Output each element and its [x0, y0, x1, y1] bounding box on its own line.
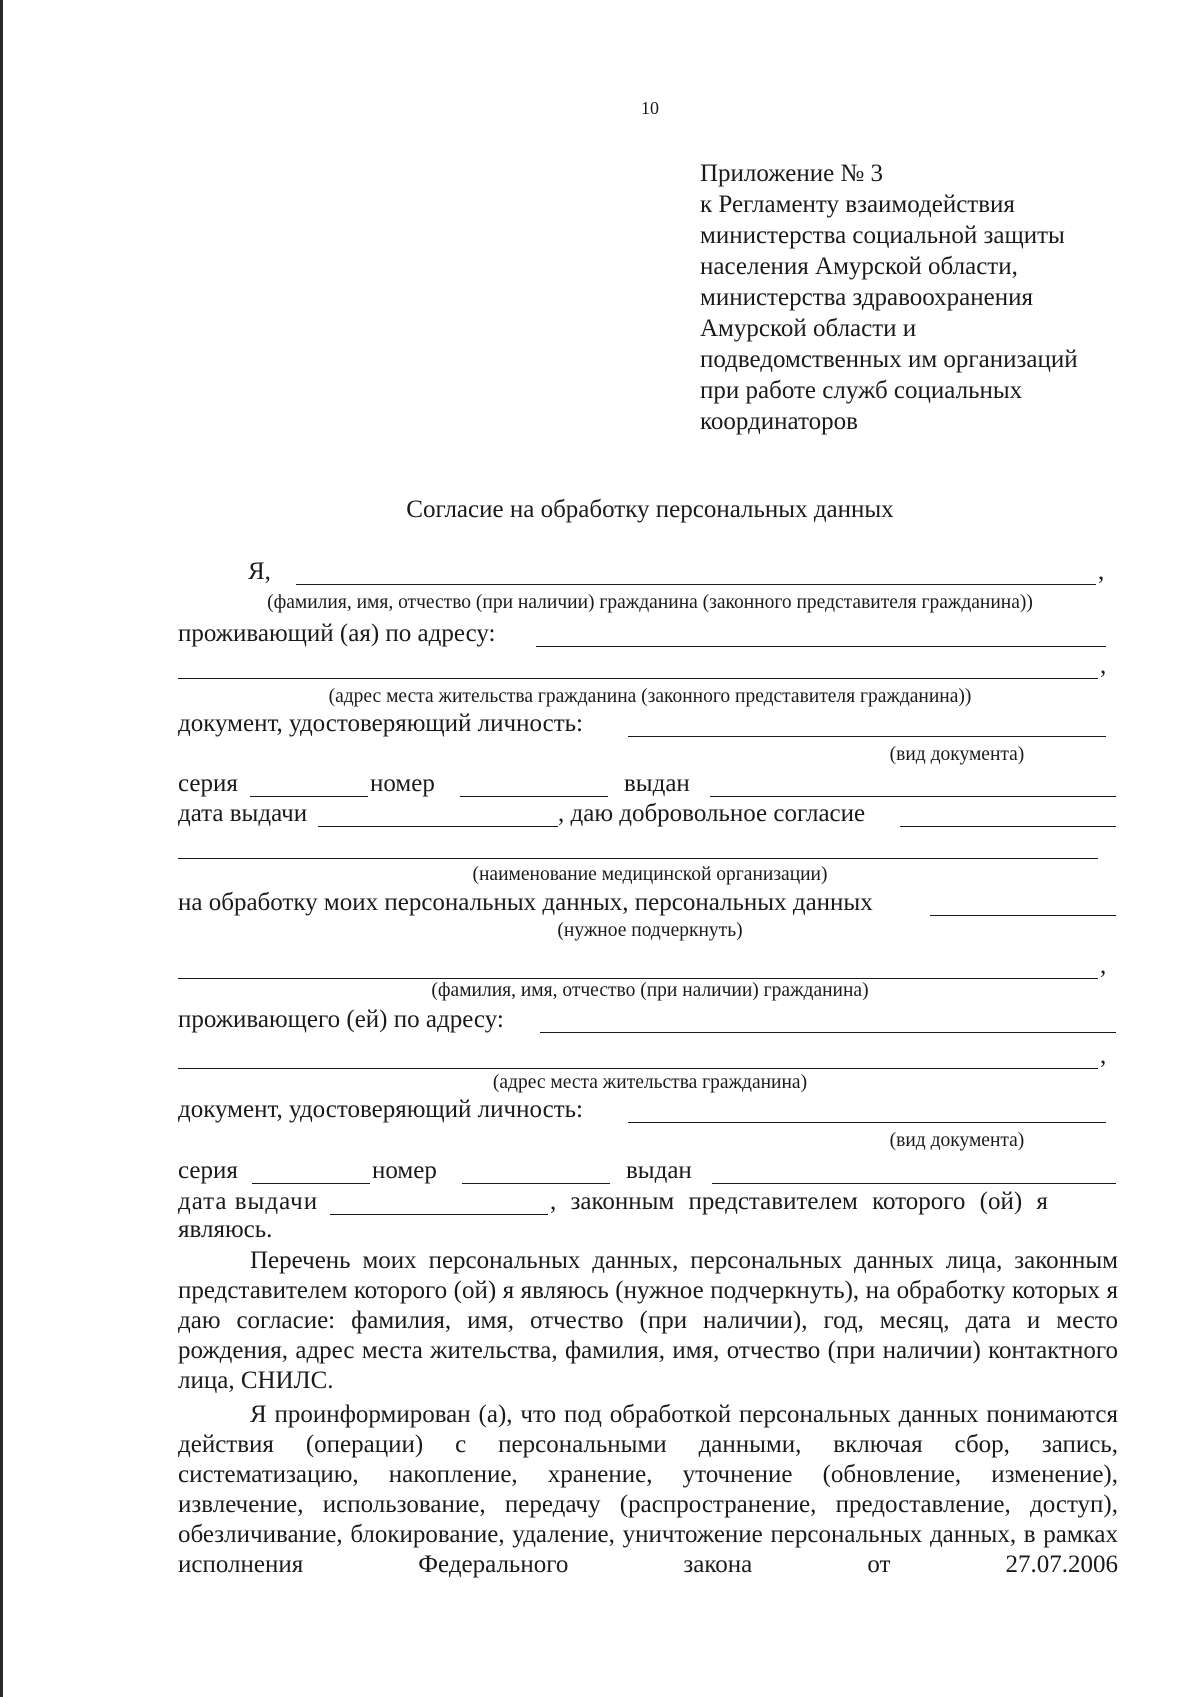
citizen-issued-field[interactable]	[712, 1183, 1116, 1184]
caption-address-citizen: (адрес места жительства гражданина)	[492, 1072, 808, 1093]
number-label: номер	[372, 1157, 437, 1184]
citizen-address-field[interactable]	[540, 1032, 1116, 1033]
issued-label: выдан	[624, 770, 690, 797]
representative-label: , законным представителем которого (ой) я	[550, 1188, 1048, 1215]
row-applicant-address-2	[178, 650, 1118, 682]
row-citizen-address-2	[178, 1040, 1118, 1072]
paragraph-text: Перечень моих персональных данных, персональных данных лица, законным представителем которого (ой) я являюсь (нужное подчеркнуть), на обработку которых я даю согласие: фамилия, имя, отчество (при наличии), год, месяц, дата и место рождения, адрес места жительства, фамилия, имя, отчество (при наличии) контактного лица, СНИЛС.	[178, 1247, 1118, 1394]
appendix-line: министерства здравоохранения	[700, 284, 1033, 311]
applicant-series-field[interactable]	[250, 796, 368, 797]
row-applicant-series	[178, 768, 1118, 800]
caption-fio-citizen: (фамилия, имя, отчество (при наличии) гражданина)	[431, 980, 869, 1001]
caption-doc-type: (вид документа)	[889, 744, 1025, 765]
number-label: номер	[370, 770, 435, 797]
applicant-address-field[interactable]	[536, 646, 1106, 647]
issue-date-label: дата выдачи	[178, 800, 308, 827]
processing-label: на обработку моих персональных данных, персональных данных	[178, 889, 873, 916]
appendix-line: при работе служб социальных	[700, 377, 1023, 404]
id-doc-label: документ, удостоверяющий личность:	[178, 710, 583, 737]
living-label-2: проживающего (ей) по адресу:	[178, 1006, 504, 1033]
appendix-line: населения Амурской области,	[700, 253, 1018, 280]
caption-fio-applicant: (фамилия, имя, отчество (при наличии) гражданина (законного представителя гражданина))	[267, 592, 1033, 613]
living-label: проживающий (ая) по адресу:	[178, 620, 496, 647]
paragraph-processing-info	[178, 1400, 1118, 1580]
comma: ,	[1100, 652, 1107, 679]
issued-label: выдан	[626, 1157, 692, 1184]
id-doc-label: документ, удостоверяющий личность:	[178, 1096, 583, 1123]
consent-label: , даю добровольное согласие	[558, 800, 866, 827]
appendix-line: подведомственных им организаций	[700, 346, 1078, 373]
row-processing	[178, 887, 1118, 919]
row-am	[178, 1214, 1118, 1246]
row-med-org-2	[178, 830, 1118, 862]
row-citizen-series	[178, 1155, 1118, 1187]
series-label: серия	[178, 1157, 238, 1184]
row-citizen-address	[178, 1004, 1118, 1036]
row-applicant-name	[178, 556, 1118, 588]
issue-date-label: дата выдачи	[178, 1188, 319, 1215]
applicant-address-field-2[interactable]	[178, 678, 1098, 679]
applicant-doc-type-field[interactable]	[628, 736, 1106, 737]
caption-doc-type: (вид документа)	[889, 1130, 1025, 1151]
comma: ,	[1100, 1042, 1107, 1069]
citizen-doc-type-field[interactable]	[628, 1122, 1106, 1123]
citizen-number-field[interactable]	[462, 1183, 610, 1184]
citizen-series-field[interactable]	[252, 1183, 370, 1184]
caption-address-applicant: (адрес места жительства гражданина (законного представителя гражданина))	[328, 686, 972, 707]
citizen-address-field-2[interactable]	[178, 1068, 1098, 1069]
ya-label: Я,	[248, 558, 271, 585]
row-citizen-name	[178, 950, 1118, 982]
applicant-issue-date-field[interactable]	[318, 826, 558, 827]
appendix-line: Приложение № 3	[700, 160, 884, 187]
appendix-block	[700, 158, 1078, 437]
processing-choice-field[interactable]	[930, 915, 1116, 916]
appendix-line: к Регламенту взаимодействия	[700, 191, 1015, 218]
appendix-line: министерства социальной защиты	[700, 222, 1065, 249]
med-org-field[interactable]	[900, 826, 1116, 827]
comma: ,	[1100, 952, 1107, 979]
citizen-name-field[interactable]	[178, 978, 1098, 979]
caption-med-org: (наименование медицинской организации)	[472, 864, 828, 885]
scan-edge	[0, 0, 3, 1697]
comma: ,	[1098, 558, 1105, 585]
am-label: являюсь.	[178, 1216, 273, 1243]
med-org-field-2[interactable]	[178, 858, 1098, 859]
series-label: серия	[178, 770, 238, 797]
row-applicant-address	[178, 618, 1118, 650]
applicant-issued-field[interactable]	[710, 796, 1116, 797]
row-citizen-doc	[178, 1094, 1118, 1126]
applicant-number-field[interactable]	[460, 796, 608, 797]
row-applicant-doc	[178, 708, 1118, 740]
applicant-name-field[interactable]	[296, 584, 1096, 585]
caption-underline: (нужное подчеркнуть)	[557, 920, 743, 941]
paragraph-text: Я проинформирован (а), что под обработкой персональных данных понимаются действия (операции) с персональными данными, включая сбор, запись, систематизацию, накопление, хранение, уточнение (обновление, изменение), извлечение, использование, передачу (распространение, предоставление, доступ), обезличивание, блокирование, удаление, уничтожение персональных данных, в рамках исполнения Федерального закона от 27.07.2006	[178, 1401, 1118, 1578]
row-applicant-date	[178, 798, 1118, 830]
paragraph-data-list	[178, 1246, 1118, 1396]
page-number: 10	[641, 98, 659, 118]
appendix-line: координаторов	[700, 408, 858, 435]
appendix-line: Амурской области и	[700, 315, 917, 342]
document-title: Согласие на обработку персональных данных	[406, 496, 894, 523]
